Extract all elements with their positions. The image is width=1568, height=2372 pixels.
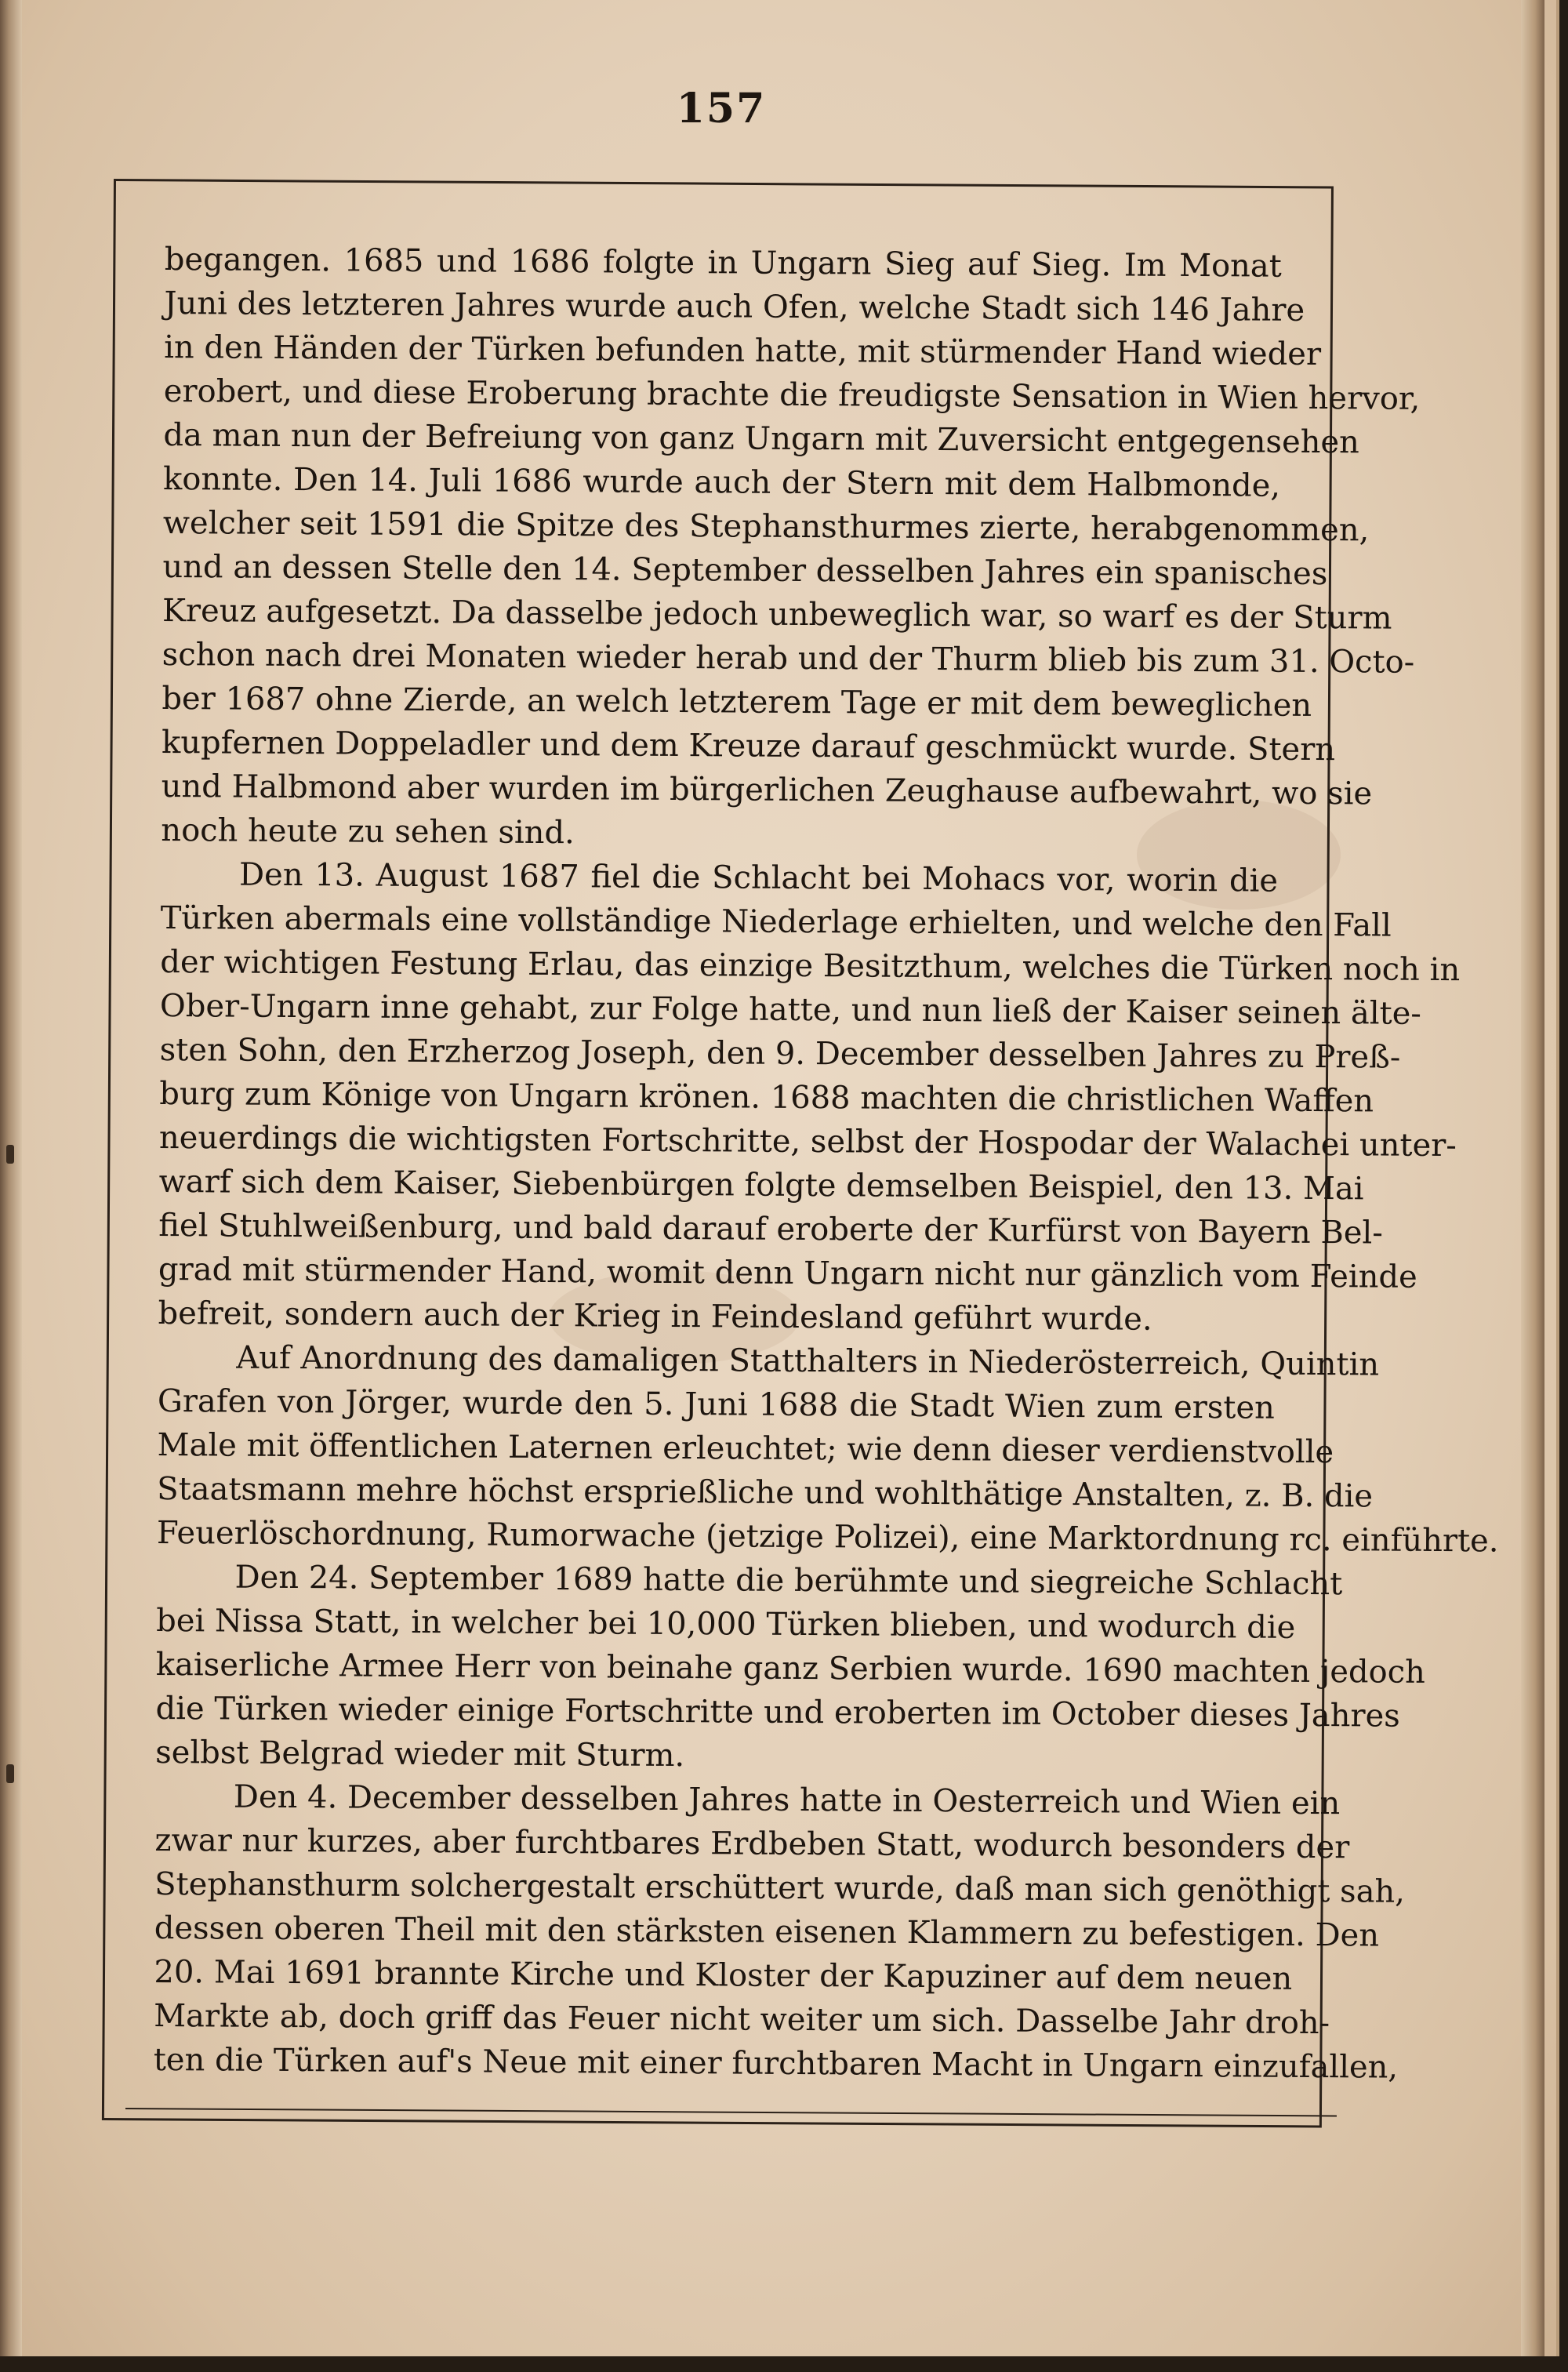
text-line: dessen oberen Theil mit den stärksten eisenen Klammern zu befestigen. Den	[154, 1909, 1380, 1954]
text-line: zwar nur kurzes, aber furchtbares Erdbeben Statt, wodurch besonders der	[154, 1822, 1350, 1866]
text-line: und Halbmond aber wurden im bürgerlichen Zeughause aufbewahrt, wo sie	[161, 768, 1373, 812]
text-line: welcher seit 1591 die Spitze des Stephansthurmes zierte, herabgenommen,	[162, 504, 1370, 549]
text-line: Grafen von Jörger, wurde den 5. Juni 1688 die Stadt Wien zum ersten	[157, 1382, 1276, 1426]
binding-stitch-mark	[6, 1145, 14, 1164]
text-line: warf sich dem Kaiser, Siebenbürgen folgte demselben Beispiel, den 13. Mai	[158, 1163, 1364, 1208]
text-line: Den 4. December desselben Jahres hatte in Oesterreich und Wien ein	[233, 1778, 1341, 1822]
text-line: sten Sohn, den Erzherzog Joseph, den 9. December desselben Jahres zu Preß-	[159, 1031, 1401, 1076]
text-line: befreit, sondern auch der Krieg in Feindesland geführt wurde.	[158, 1295, 1152, 1338]
text-line: 20. Mai 1691 brannte Kirche und Kloster der Kapuziner auf dem neuen	[154, 1953, 1293, 1997]
text-line: Stephansthurm solchergestalt erschüttert wurde, daß man sich genöthigt sah,	[154, 1865, 1406, 1910]
text-line: Kreuz aufgesetzt. Da dasselbe jedoch unbeweglich war, so warf es der Sturm	[162, 592, 1392, 637]
text-line: und an dessen Stelle den 14. September desselben Jahres ein spanisches	[162, 548, 1328, 593]
text-line: Juni des letzteren Jahres wurde auch Ofen, welche Stadt sich 146 Jahre	[164, 285, 1305, 329]
text-line: da man nun der Befreiung von ganz Ungarn mit Zuversicht entgegensehen	[163, 416, 1360, 461]
text-line: in den Händen der Türken befunden hatte, mit stürmender Hand wieder	[164, 329, 1322, 373]
text-line: ber 1687 ohne Zierde, an welch letzterem Tage er mit dem beweglichen	[162, 680, 1312, 724]
text-line: schon nach drei Monaten wieder herab und der Thurm blieb bis zum 31. Octo-	[162, 636, 1415, 681]
text-line: Feuerlöschordnung, Rumorwache (jetzige Polizei), eine Marktordnung rc. einführte.	[156, 1514, 1499, 1560]
text-line: kaiserliche Armee Herr von beinahe ganz Serbien wurde. 1690 machten jedoch	[155, 1646, 1426, 1691]
page-edge-stack	[1521, 0, 1544, 2356]
text-line: konnte. Den 14. Juli 1686 wurde auch der Stern mit dem Halbmonde,	[162, 460, 1281, 504]
text-line: Den 24. September 1689 hatte die berühmte und siegreiche Schlacht	[234, 1559, 1343, 1603]
text-line: grad mit stürmender Hand, womit denn Ungarn nicht nur gänzlich vom Feinde	[158, 1251, 1417, 1295]
text-line: begangen. 1685 und 1686 folgte in Ungarn Sieg auf Sieg. Im Monat	[164, 241, 1282, 285]
text-line: der wichtigen Festung Erlau, das einzige Besitzthum, welches die Türken noch in	[160, 943, 1461, 989]
text-line: noch heute zu sehen sind.	[161, 812, 575, 852]
body-text	[153, 238, 1499, 2089]
text-line: neuerdings die wichtigsten Fortschritte, selbst der Hospodar der Walachei unter-	[158, 1119, 1457, 1164]
text-line: Auf Anordnung des damaligen Statthalters in Niederösterreich, Quintin	[236, 1339, 1380, 1383]
text-line: Staatsmann mehre höchst ersprießliche und wohlthätige Anstalten, z. B. die	[157, 1470, 1374, 1515]
text-line: erobert, und diese Eroberung brachte die freudigste Sensation in Wien hervor,	[163, 372, 1421, 417]
text-line: die Türken wieder einige Fortschritte und eroberten im October dieses Jahres	[155, 1690, 1400, 1735]
binding-stitch-mark	[6, 1764, 14, 1783]
text-line: Markte ab, doch griff das Feuer nicht weiter um sich. Dasselbe Jahr droh-	[154, 1997, 1330, 2042]
page-gutter-shadow	[0, 0, 22, 2356]
text-line: ten die Türken auf's Neue mit einer furchtbaren Macht in Ungarn einzufallen,	[153, 2041, 1399, 2086]
text-line: kupfernen Doppeladler und dem Kreuze darauf geschmückt wurde. Stern	[161, 724, 1336, 768]
text-line: Türken abermals eine vollständige Niederlage erhielten, und welche den Fall	[160, 899, 1392, 944]
text-line: burg zum Könige von Ungarn krönen. 1688 machten die christlichen Waffen	[159, 1075, 1374, 1120]
text-line: selbst Belgrad wieder mit Sturm.	[155, 1734, 685, 1774]
page-number: 157	[676, 85, 767, 133]
text-line: Den 13. August 1687 fiel die Schlacht bei Mohacs vor, worin die	[238, 856, 1279, 899]
text-line: fiel Stuhlweißenburg, und bald darauf eroberte der Kurfürst von Bayern Bel-	[158, 1207, 1383, 1251]
text-line: Ober-Ungarn inne gehabt, zur Folge hatte, und nun ließ der Kaiser seinen älte-	[159, 987, 1422, 1032]
text-line: Male mit öffentlichen Laternen erleuchtet; wie denn dieser verdienstvolle	[157, 1426, 1334, 1471]
text-line: bei Nissa Statt, in welcher bei 10,000 Türken blieben, und wodurch die	[156, 1602, 1296, 1646]
